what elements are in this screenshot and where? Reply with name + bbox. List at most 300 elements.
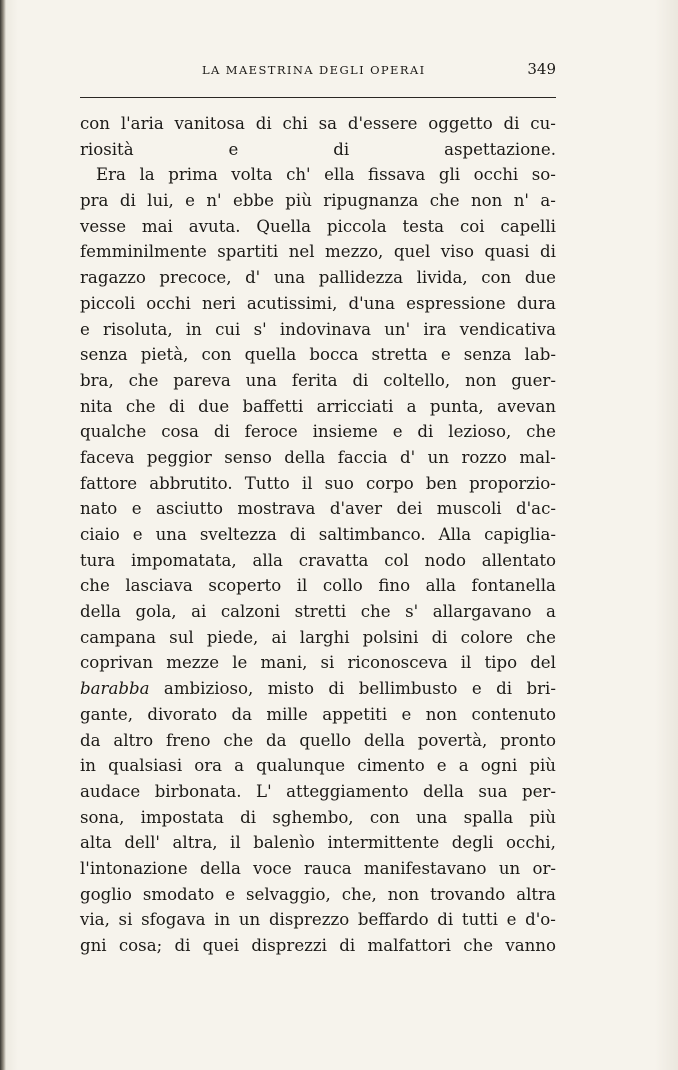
word: saltimbanco. — [318, 525, 426, 544]
text-line — [80, 573, 556, 599]
word: oggetto — [428, 114, 493, 133]
word: che, — [341, 884, 377, 904]
page-edge-shadow — [0, 0, 6, 1070]
word: e — [436, 756, 447, 776]
word: e — [440, 345, 451, 365]
word: di — [540, 242, 556, 262]
word: quello — [299, 730, 352, 750]
word: lui, — [147, 191, 174, 211]
text-line — [80, 239, 556, 265]
word: coltello, — [383, 370, 451, 390]
word: polsini — [362, 627, 419, 647]
word: e — [401, 704, 412, 724]
word: povertà, — [417, 730, 488, 750]
word: una — [155, 525, 187, 544]
text-line — [80, 188, 556, 214]
word: sona, — [80, 807, 125, 827]
word: lasciava — [125, 576, 193, 596]
text-line — [80, 471, 556, 497]
word: quella — [244, 345, 297, 365]
word: aspettazione. — [444, 139, 556, 159]
word: arricciati — [316, 396, 394, 416]
word: peggior — [146, 447, 212, 467]
word: di — [119, 191, 136, 211]
text-line — [80, 419, 556, 445]
word: Alla — [438, 525, 472, 544]
word: disprezzo — [268, 910, 350, 930]
text-line — [80, 522, 556, 548]
word: di — [431, 627, 448, 647]
word: per- — [521, 781, 556, 801]
text-line — [80, 162, 556, 188]
text-line — [80, 728, 556, 754]
word: ripugnanza — [323, 191, 419, 211]
word: mostrava — [237, 499, 316, 519]
text-line — [80, 625, 556, 651]
word: che — [80, 576, 110, 596]
word: con — [201, 345, 232, 365]
word: barabba — [80, 679, 150, 699]
word: divorato — [147, 704, 218, 724]
word: tipo — [484, 653, 518, 673]
word: muscoli — [436, 499, 502, 519]
word: stretta — [371, 345, 428, 365]
word: sa — [318, 114, 338, 133]
word: gola, — [135, 602, 177, 622]
word: d'o- — [525, 910, 556, 930]
text-line — [80, 214, 556, 240]
word: appetiti — [322, 704, 388, 724]
word: della — [422, 781, 464, 801]
word: sveltezza — [199, 525, 277, 544]
word: della — [199, 858, 241, 878]
text-line — [80, 445, 556, 471]
text-line — [80, 342, 556, 368]
word: ciaio — [80, 525, 120, 544]
word: quasi — [484, 242, 530, 262]
word: a — [546, 602, 556, 622]
word: cosa — [161, 422, 199, 442]
word: vanitosa — [174, 114, 245, 133]
word: d'essere — [347, 114, 418, 133]
text-line — [80, 599, 556, 625]
word: il — [230, 833, 241, 853]
word: senza — [80, 345, 128, 365]
word: pronto — [500, 730, 556, 750]
word: livida, — [416, 268, 468, 288]
word: audace — [80, 781, 141, 801]
word: cui — [215, 319, 241, 339]
word: acutissimi, — [246, 293, 338, 313]
word: alla — [425, 576, 456, 596]
text-line — [80, 111, 556, 137]
word: ira — [423, 319, 447, 339]
word: d'aver — [329, 499, 383, 519]
text-line — [80, 933, 556, 959]
word: che — [429, 191, 460, 211]
word: altro — [113, 730, 154, 750]
word: bri- — [526, 679, 556, 699]
word: altra — [516, 884, 556, 904]
word: cu- — [530, 114, 556, 133]
text-line — [80, 368, 556, 394]
word: suo — [324, 473, 354, 493]
word: or- — [532, 858, 556, 878]
word: lab- — [524, 345, 556, 365]
word: fissava — [368, 165, 426, 185]
word: l'aria — [120, 114, 164, 133]
word: ai — [271, 627, 287, 647]
word: mani, — [260, 653, 308, 673]
word: espressione — [406, 293, 506, 313]
word: nita — [80, 396, 113, 416]
word: n' — [206, 191, 222, 211]
text-line — [80, 830, 556, 856]
word: mille — [266, 704, 308, 724]
word: beffardo — [357, 910, 429, 930]
word: corpo — [365, 473, 414, 493]
word: sghembo, — [272, 807, 354, 827]
word: voce — [253, 858, 292, 878]
text-line — [80, 702, 556, 728]
word: fontanella — [471, 576, 556, 596]
word: fattore — [80, 473, 138, 493]
word: di — [417, 422, 434, 442]
word: d'una — [348, 293, 395, 313]
word: di — [503, 114, 520, 133]
word: pareva — [173, 370, 231, 390]
word: pietà, — [140, 345, 189, 365]
word: lezioso, — [448, 422, 512, 442]
word: e — [80, 319, 90, 339]
word: freno — [165, 730, 211, 750]
body-text — [80, 111, 556, 959]
word: avuta. — [188, 216, 241, 236]
word: qualche — [80, 422, 147, 442]
word: asciutto — [155, 499, 223, 519]
word: mai — [141, 216, 173, 236]
word: con — [481, 268, 512, 288]
word: alta — [80, 833, 112, 853]
word: di — [213, 422, 230, 442]
word: ferita — [291, 370, 338, 390]
word: un' — [384, 319, 411, 339]
word: spartiti — [217, 242, 279, 262]
word: capelli — [500, 216, 556, 236]
word: con — [80, 114, 110, 133]
word: piccoli — [80, 293, 136, 313]
word: che — [125, 396, 156, 416]
word: contenuto — [471, 704, 556, 724]
word: n' — [513, 191, 529, 211]
word: in — [80, 756, 96, 776]
word: colore — [460, 627, 513, 647]
word: abbrutito. — [149, 473, 233, 493]
word: che — [463, 936, 494, 955]
word: il — [301, 473, 313, 493]
word: e — [185, 191, 195, 211]
word: scoperto — [208, 576, 282, 596]
word: balenìo — [253, 833, 315, 853]
word: ch' — [286, 165, 311, 185]
word: quel — [393, 242, 431, 262]
word: a- — [540, 191, 556, 211]
word: punta, — [429, 396, 484, 416]
word: e — [506, 910, 517, 930]
word: più — [529, 756, 556, 776]
word: in — [214, 910, 231, 930]
word: nel — [288, 242, 315, 262]
word: birbonata. — [154, 781, 242, 801]
word: gni — [80, 936, 107, 955]
word: di — [352, 370, 369, 390]
word: Era — [96, 165, 126, 185]
word: si — [118, 910, 133, 930]
word: impostata — [140, 807, 224, 827]
word: chi — [282, 114, 308, 133]
word: Quella — [256, 216, 312, 236]
word: sua — [478, 781, 508, 801]
word: riconosceva — [347, 653, 448, 673]
word: e — [225, 884, 236, 904]
word: pallidezza — [318, 268, 403, 288]
word: larghi — [299, 627, 350, 647]
word: non — [465, 370, 497, 390]
word: mezze — [166, 653, 220, 673]
word: bellimbusto — [358, 679, 458, 699]
word: altra, — [172, 833, 218, 853]
word: un — [238, 910, 261, 930]
word: di — [240, 807, 257, 827]
text-line — [80, 317, 556, 343]
word: della — [363, 730, 405, 750]
word: che — [223, 730, 254, 750]
word: neri — [201, 293, 236, 313]
word: L' — [256, 781, 272, 801]
word: atteggiamento — [286, 781, 409, 801]
word: di — [174, 936, 191, 955]
word: viso — [440, 242, 474, 262]
word: che — [526, 422, 556, 442]
word: di — [496, 679, 513, 699]
word: campana — [80, 627, 157, 647]
word: dei — [396, 499, 423, 519]
word: faccia — [337, 447, 388, 467]
word: ogni — [480, 756, 518, 776]
text-line — [80, 753, 556, 779]
word: bra, — [80, 370, 114, 390]
word: più — [285, 191, 312, 211]
word: sfogava — [141, 910, 206, 930]
word: smodato — [142, 884, 215, 904]
word: goglio — [80, 884, 132, 904]
word: della — [80, 602, 121, 622]
word: d'ac- — [516, 499, 556, 519]
word: ben — [425, 473, 458, 493]
word: quei — [202, 936, 240, 955]
word: insieme — [312, 422, 378, 442]
text-line — [80, 805, 556, 831]
word: risoluta, — [103, 319, 173, 339]
word: misto — [267, 679, 314, 699]
word: guer- — [511, 370, 556, 390]
word: nato — [80, 499, 118, 519]
word: e — [471, 679, 482, 699]
word: e — [228, 139, 239, 159]
word: a — [458, 756, 469, 776]
word: col — [384, 550, 409, 570]
word: calzoni — [220, 602, 281, 622]
word: vanno — [505, 936, 556, 955]
word: di — [168, 396, 185, 416]
word: allargavano — [432, 602, 532, 622]
text-line — [80, 882, 556, 908]
word: stretti — [294, 602, 347, 622]
word: mal- — [519, 447, 556, 467]
word: coi — [459, 216, 485, 236]
word: faceva — [80, 447, 135, 467]
word: ai — [191, 602, 207, 622]
word: qualunque — [256, 756, 346, 776]
word: baffetti — [242, 396, 304, 416]
word: tura — [80, 550, 116, 570]
text-line — [80, 291, 556, 317]
word: s' — [405, 602, 419, 622]
word: un — [498, 858, 521, 878]
word: occhi — [473, 165, 519, 185]
word: di — [333, 139, 350, 159]
word: due — [524, 268, 556, 288]
word: ragazzo — [80, 268, 146, 288]
word: malfattori — [367, 936, 451, 955]
word: non — [387, 884, 420, 904]
word: rauca — [303, 858, 352, 878]
word: e — [132, 525, 143, 544]
word: da — [231, 704, 253, 724]
word: testa — [402, 216, 445, 236]
word: di — [437, 910, 454, 930]
word: con — [369, 807, 400, 827]
word: da — [80, 730, 101, 750]
word: della — [284, 447, 326, 467]
word: so- — [531, 165, 556, 185]
word: volta — [231, 165, 273, 185]
word: due — [198, 396, 230, 416]
word: impomatata, — [131, 550, 237, 570]
text-line — [80, 548, 556, 574]
word: occhi — [146, 293, 191, 313]
text-line — [80, 496, 556, 522]
word: che — [526, 627, 556, 647]
word: rozzo — [461, 447, 507, 467]
word: senza — [463, 345, 512, 365]
word: dura — [516, 293, 556, 313]
word: occhi, — [506, 833, 556, 853]
word: piede, — [206, 627, 259, 647]
word: indovinava — [279, 319, 372, 339]
word: proporzio- — [469, 473, 556, 493]
word: alla — [252, 550, 283, 570]
word: la — [139, 165, 155, 185]
word: vesse — [80, 216, 127, 236]
word: ebbe — [233, 191, 274, 211]
word: via, — [80, 910, 110, 930]
word: mezzo, — [325, 242, 384, 262]
word: pra — [80, 191, 109, 211]
text-line — [80, 676, 556, 702]
word: che — [128, 370, 159, 390]
word: cimento — [357, 756, 425, 776]
text-line — [80, 650, 556, 676]
word: non — [425, 704, 458, 724]
text-line — [80, 907, 556, 933]
word: piccola — [326, 216, 387, 236]
word: trovando — [430, 884, 506, 904]
word: capiglia- — [484, 525, 556, 544]
word: un — [427, 447, 450, 467]
word: allentato — [481, 550, 556, 570]
word: ora — [194, 756, 223, 776]
word: gante, — [80, 704, 133, 724]
word: femminilmente — [80, 242, 207, 262]
word: d' — [400, 447, 416, 467]
word: il — [296, 576, 308, 596]
word: tutti — [461, 910, 498, 930]
text-line — [80, 394, 556, 420]
word: avevan — [496, 396, 556, 416]
word: dell' — [124, 833, 160, 853]
word: del — [530, 653, 556, 673]
word: che — [360, 602, 391, 622]
text-line — [80, 856, 556, 882]
word: selvaggio, — [246, 884, 331, 904]
header-rule — [80, 97, 556, 98]
page-number: 349 — [527, 60, 556, 78]
word: d' — [245, 268, 261, 288]
word: coprivan — [80, 653, 154, 673]
word: a — [406, 396, 417, 416]
word: da — [266, 730, 287, 750]
word: bocca — [309, 345, 359, 365]
word: e — [131, 499, 142, 519]
word: una — [416, 807, 448, 827]
word: il — [460, 653, 472, 673]
word: l'intonazione — [80, 858, 188, 878]
word: intermittente — [327, 833, 440, 853]
word: a — [234, 756, 245, 776]
word: le — [232, 653, 248, 673]
running-title: LA MAESTRINA DEGLI OPERAI — [202, 63, 426, 77]
word: di — [339, 936, 356, 955]
text-line — [80, 265, 556, 291]
word: di — [289, 525, 306, 544]
word: non — [470, 191, 503, 211]
word: disprezzi — [251, 936, 327, 955]
word: senso — [224, 447, 272, 467]
word: ella — [324, 165, 355, 185]
page-header — [80, 60, 556, 84]
text-line — [80, 779, 556, 805]
word: precoce, — [159, 268, 232, 288]
word: di — [255, 114, 272, 133]
text-line — [80, 137, 556, 163]
word: riosità — [80, 139, 134, 159]
word: una — [273, 268, 306, 288]
word: in — [185, 319, 202, 339]
word: cravatta — [298, 550, 369, 570]
word: ambizioso, — [163, 679, 254, 699]
word: vendicativa — [459, 319, 556, 339]
